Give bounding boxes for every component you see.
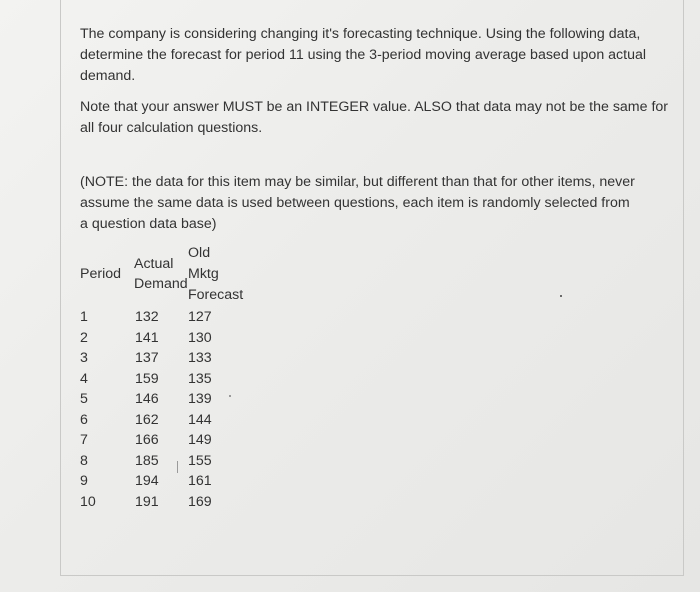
old-forecast-cell: 144: [188, 411, 212, 428]
actual-demand-cell: 159: [135, 370, 159, 387]
period-cell: 9: [80, 473, 88, 489]
old-forecast-cell: 127: [188, 309, 212, 325]
old-forecast-cell: 135: [188, 370, 212, 387]
actual-demand-cell: 185: [135, 452, 159, 469]
period-cell: 8: [80, 452, 88, 469]
actual-demand-cell: 166: [135, 432, 159, 448]
header-actual-line1: Actual: [134, 256, 174, 272]
actual-demand-cell: 137: [135, 350, 159, 366]
header-old-line3: Forecast: [188, 287, 244, 303]
scan-mark: [177, 461, 178, 473]
period-cell: 5: [80, 391, 88, 407]
actual-demand-cell: 191: [135, 493, 159, 510]
header-old-line1: Old: [188, 245, 211, 261]
scan-mark: [560, 295, 562, 297]
period-cell: 7: [80, 432, 88, 448]
period-cell: 6: [80, 411, 88, 428]
period-cell: 4: [80, 370, 88, 387]
old-forecast-cell: 161: [188, 473, 212, 489]
old-forecast-cell: 155: [188, 452, 212, 469]
actual-demand-cell: 132: [135, 309, 159, 325]
question-paragraph-main: The company is considering changing it's forecasting technique. Using the following data, determine the forecast for period 11 using the 3-period moving average based upon actual demand.: [80, 26, 647, 84]
period-cell: 1: [80, 309, 88, 325]
question-paragraph-note: Note that your answer MUST be an INTEGER value. ALSO that data may not be the same for all four calculation questions.: [80, 99, 669, 136]
old-forecast-cell: 149: [188, 432, 212, 448]
scan-mark: [229, 395, 231, 397]
actual-demand-cell: 141: [135, 329, 159, 346]
period-cell: 3: [80, 350, 88, 366]
header-old-line2: Mktg: [188, 266, 219, 282]
header-period: Period: [80, 266, 122, 282]
old-forecast-cell: 169: [188, 493, 212, 510]
old-forecast-cell: 139: [188, 391, 212, 407]
actual-demand-cell: 146: [135, 391, 159, 407]
actual-demand-cell: 194: [135, 473, 159, 489]
old-forecast-cell: 130: [188, 329, 212, 346]
period-cell: 10: [80, 493, 96, 510]
header-actual-line2: Demand: [134, 276, 188, 292]
question-paragraph-disclaimer: (NOTE: the data for this item may be similar, but different than that for other items, never assume the same data is used between questions, each item is randomly selected from a question data base): [80, 174, 635, 232]
actual-demand-cell: 162: [135, 411, 159, 428]
period-cell: 2: [80, 329, 88, 346]
old-forecast-cell: 133: [188, 350, 212, 366]
